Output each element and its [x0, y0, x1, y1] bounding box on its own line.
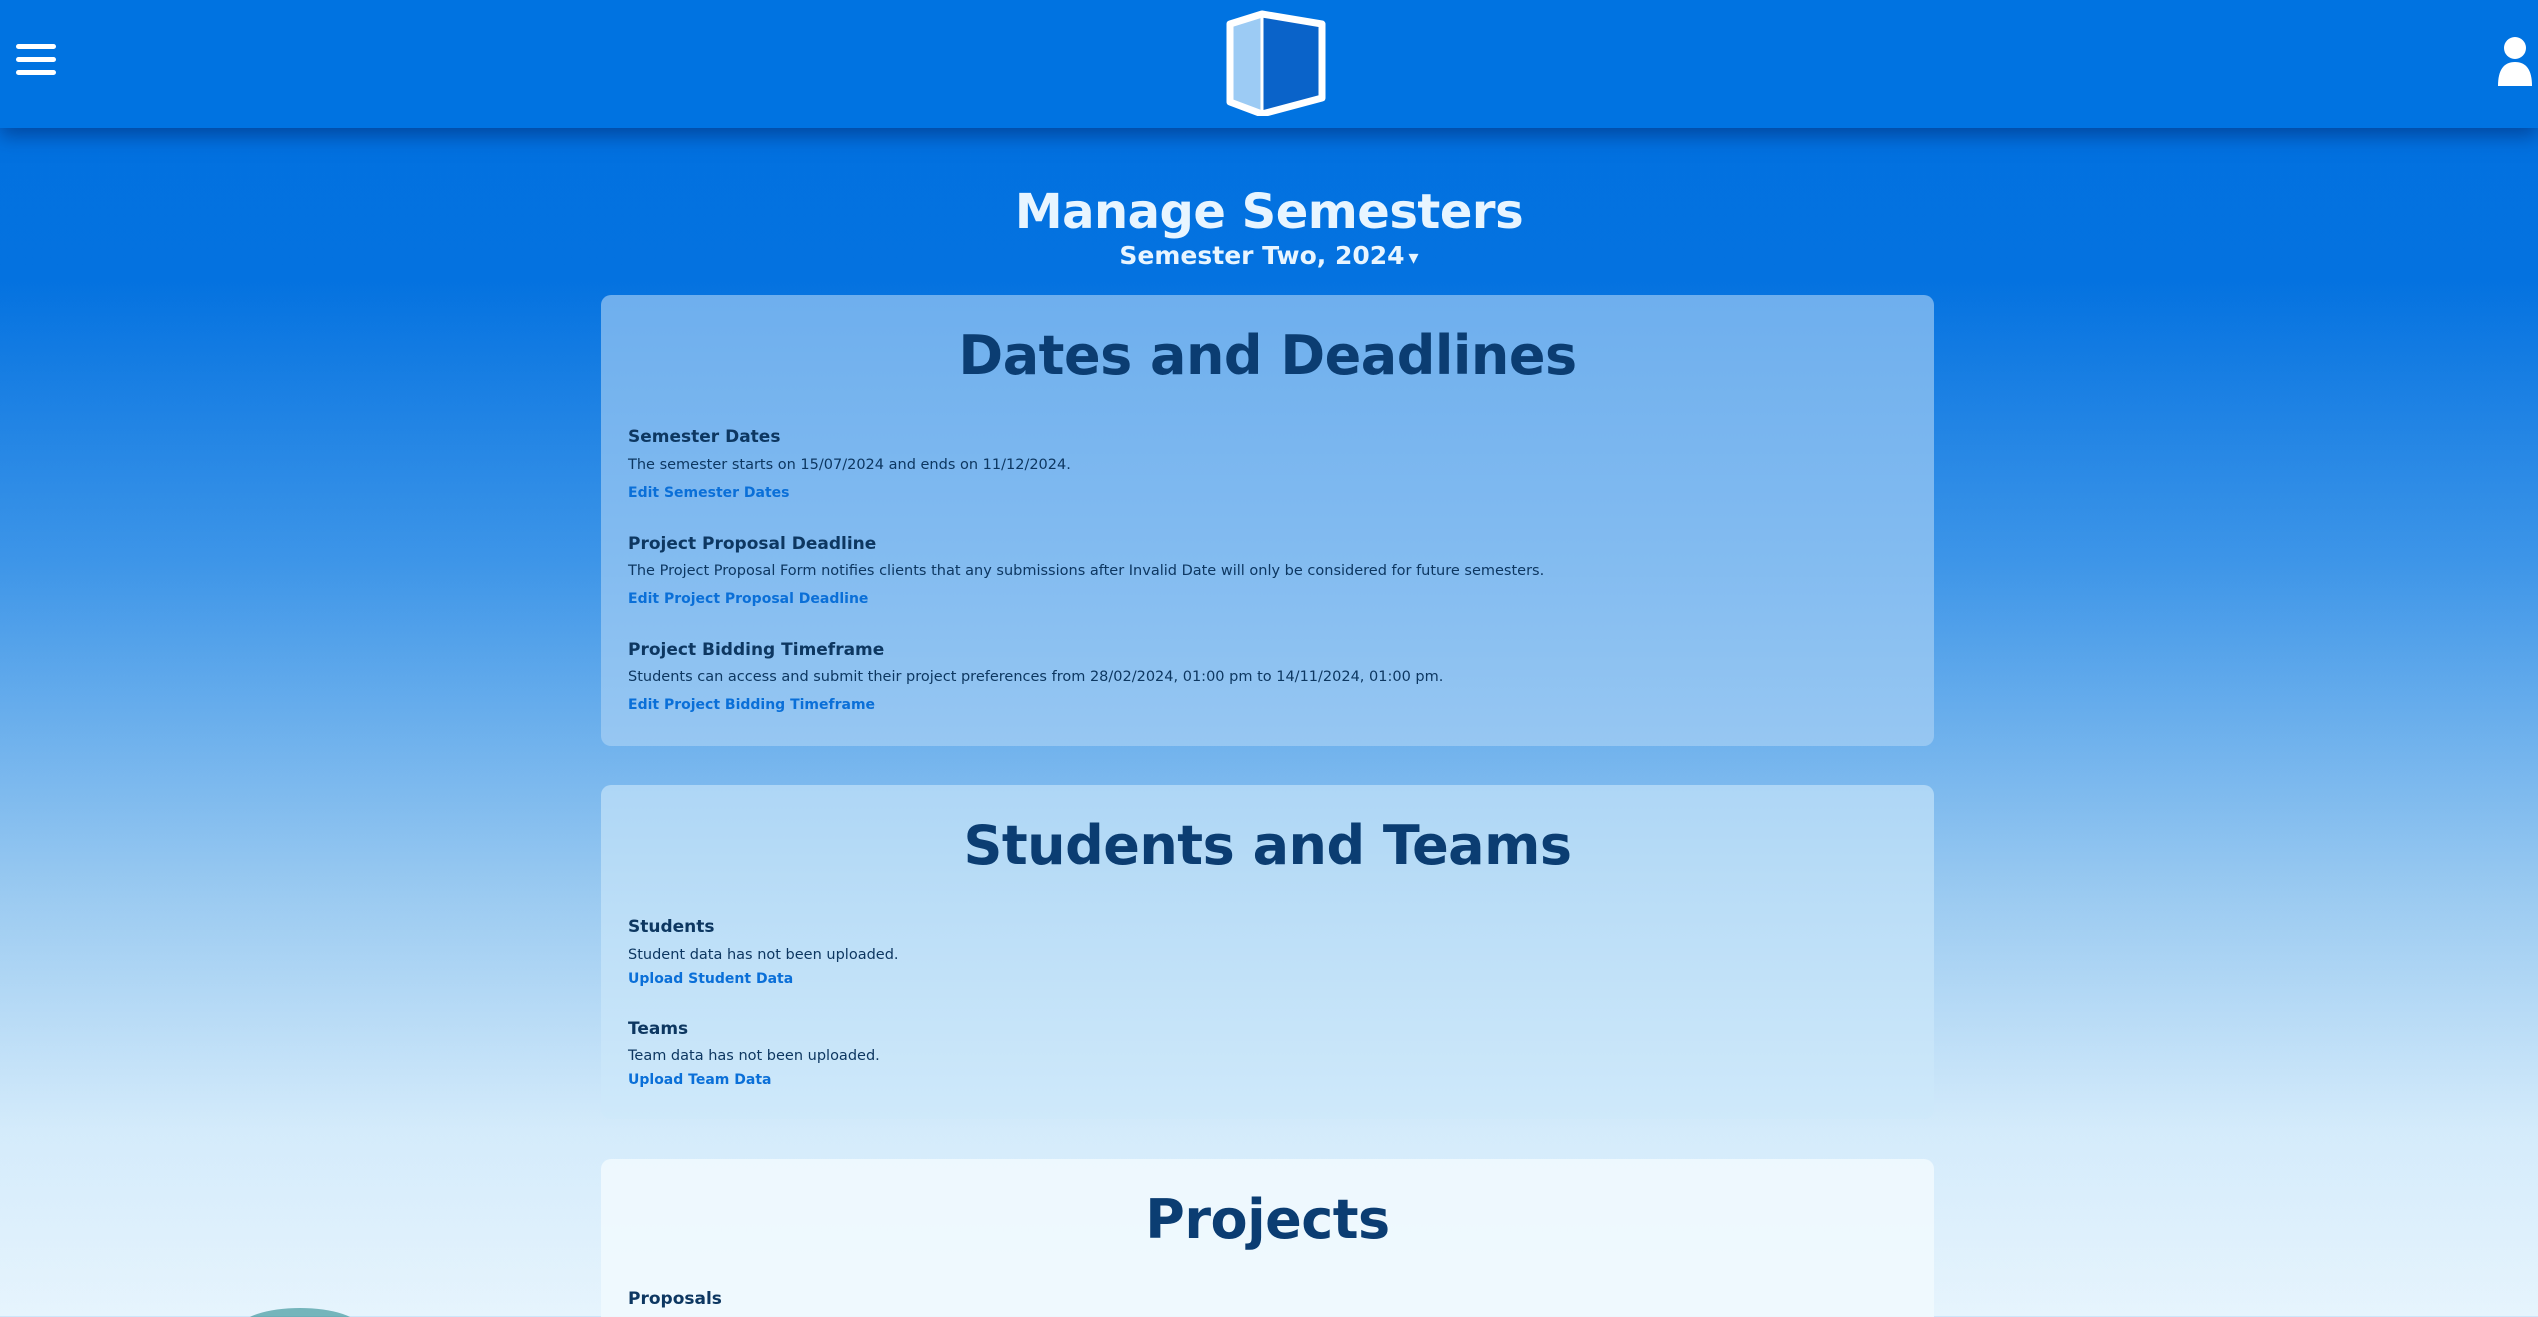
hamburger-menu-icon[interactable]	[14, 40, 58, 80]
decorative-shape	[240, 1308, 360, 1317]
edit-project-proposal-deadline-link[interactable]: Edit Project Proposal Deadline	[628, 591, 869, 607]
page-header	[0, 182, 2538, 273]
dates-and-deadlines-card	[601, 295, 1934, 746]
section-heading-project-bidding-timeframe: Project Bidding Timeframe	[628, 640, 885, 660]
section-heading-teams: Teams	[628, 1019, 689, 1039]
projects-card	[601, 1159, 1934, 1317]
students-status-text: Student data has not been uploaded.	[628, 947, 899, 963]
top-navigation-bar	[0, 0, 2538, 128]
semester-selector-label: Semester Two, 2024	[1119, 241, 1405, 270]
project-proposal-deadline-text: The Project Proposal Form notifies clients that any submissions after Invalid Date will only be considered for future semesters.	[628, 563, 1545, 579]
card-title: Students and Teams	[963, 814, 1572, 877]
section-heading-proposals: Proposals	[628, 1289, 722, 1309]
upload-team-data-link[interactable]: Upload Team Data	[628, 1072, 772, 1088]
semester-selector[interactable]	[1119, 240, 1418, 273]
students-and-teams-card	[601, 785, 1934, 1119]
edit-semester-dates-link[interactable]: Edit Semester Dates	[628, 485, 790, 501]
section-heading-semester-dates: Semester Dates	[628, 427, 781, 447]
semester-dates-text: The semester starts on 15/07/2024 and ends on 11/12/2024.	[628, 457, 1071, 473]
user-account-icon[interactable]	[2496, 34, 2534, 90]
cube-logo-icon[interactable]	[1222, 10, 1332, 116]
upload-student-data-link[interactable]: Upload Student Data	[628, 971, 794, 987]
project-bidding-timeframe-text: Students can access and submit their project preferences from 28/02/2024, 01:00 pm to 14/11/2024, 01:00 pm.	[628, 669, 1444, 685]
card-title: Projects	[1145, 1188, 1390, 1251]
chevron-down-icon: ▾	[1408, 245, 1419, 269]
teams-status-text: Team data has not been uploaded.	[628, 1048, 880, 1064]
section-heading-students: Students	[628, 917, 715, 937]
edit-project-bidding-timeframe-link[interactable]: Edit Project Bidding Timeframe	[628, 697, 876, 713]
section-heading-project-proposal-deadline: Project Proposal Deadline	[628, 534, 877, 554]
page-title: Manage Semesters	[1014, 184, 1524, 240]
card-title: Dates and Deadlines	[958, 324, 1577, 387]
